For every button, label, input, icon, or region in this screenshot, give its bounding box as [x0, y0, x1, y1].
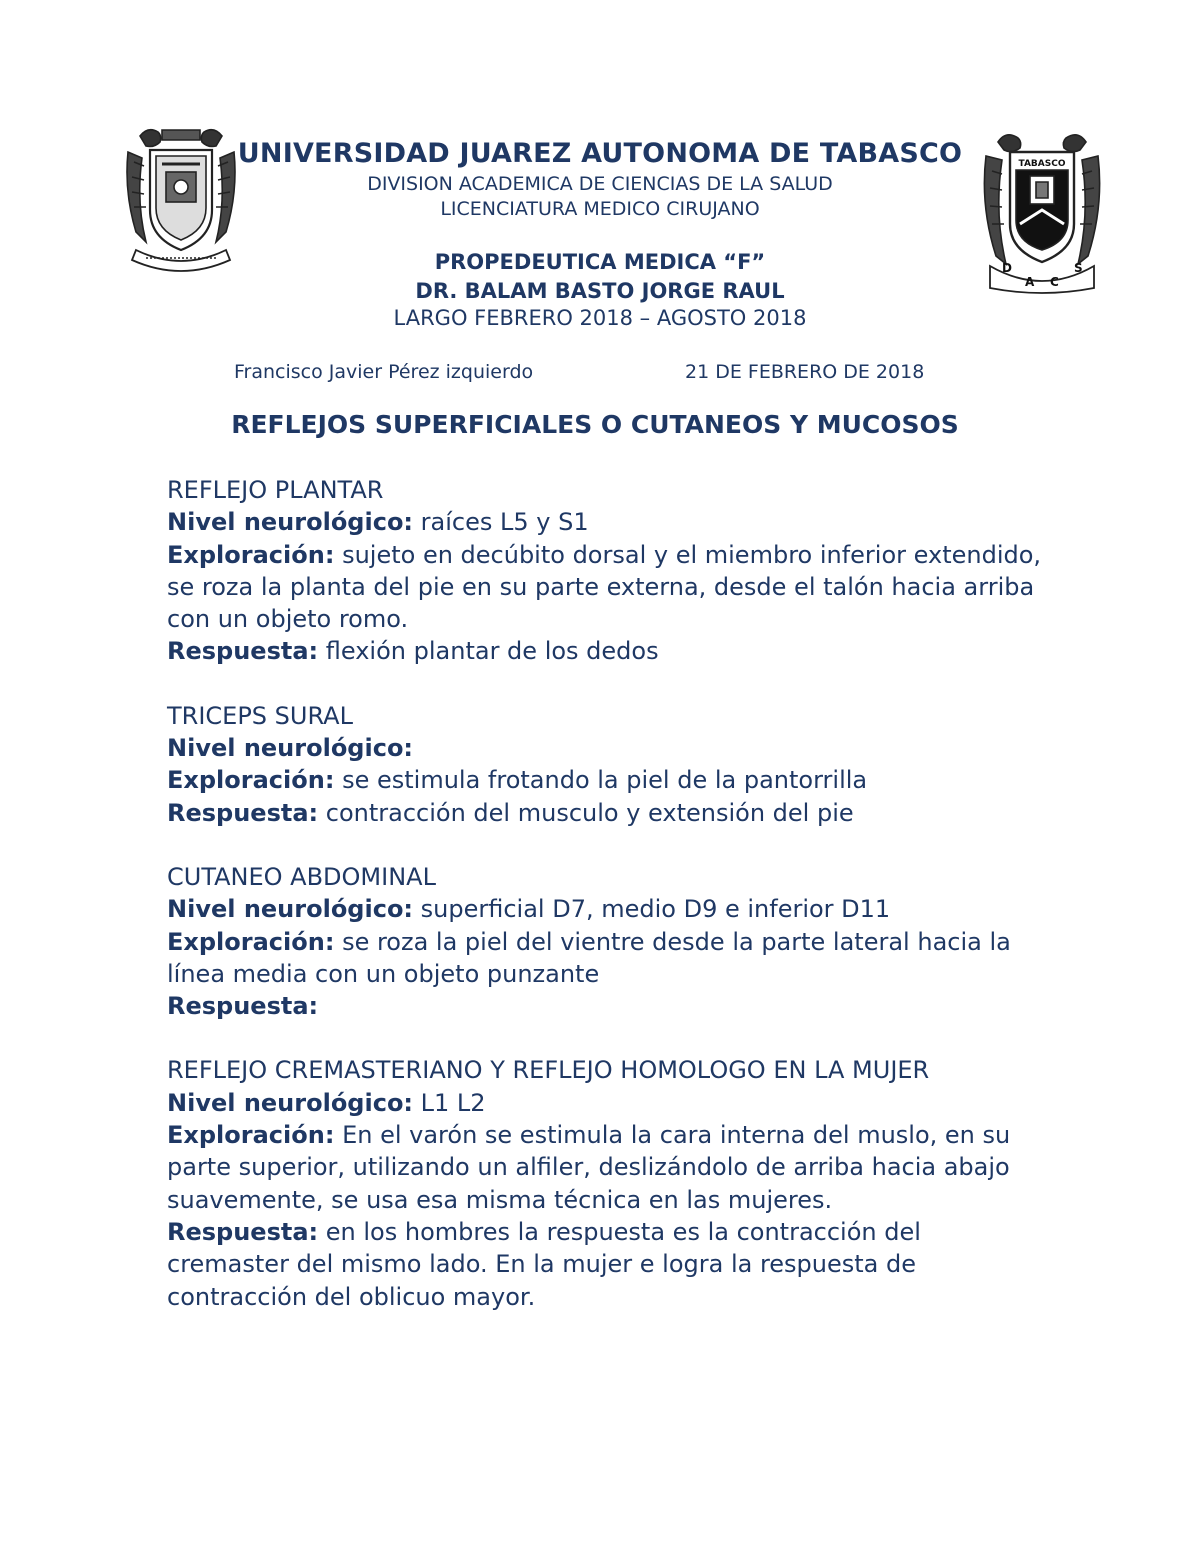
section-reflejo-cremasteriano: [167, 1054, 1047, 1312]
dacs-letter-a: A: [1025, 275, 1035, 289]
field-exploracion: [167, 764, 1047, 796]
field-label: Exploración:: [167, 1121, 335, 1150]
professor-name: DR. BALAM BASTO JORGE RAUL: [415, 279, 785, 303]
field-label: Respuesta:: [167, 992, 319, 1021]
field-nivel: [167, 732, 1047, 764]
section-heading: REFLEJO PLANTAR: [167, 476, 384, 504]
field-value: raíces L5 y S1: [413, 508, 589, 537]
field-label: Respuesta:: [167, 798, 319, 827]
document-body: [167, 474, 1047, 1345]
dacs-letter-d: D: [1002, 261, 1012, 275]
tabasco-label: TABASCO: [1018, 159, 1066, 169]
field-value: sujeto en decúbito dorsal y el miembro inferior extendido, se roza la planta del pie en su parte externa, desde el talón hacia arriba con un objeto romo.: [167, 540, 1042, 634]
field-respuesta: [167, 635, 1047, 667]
field-label: Exploración:: [167, 540, 335, 569]
field-respuesta: [167, 797, 1047, 829]
section-cutaneo-abdominal: [167, 861, 1047, 1022]
section-heading: TRICEPS SURAL: [167, 701, 353, 730]
field-respuesta: [167, 1216, 1047, 1313]
field-exploracion: [167, 1119, 1047, 1216]
field-exploracion: [167, 926, 1047, 991]
field-label: Exploración:: [167, 766, 335, 795]
field-value: En el varón se estimula la cara interna del muslo, en su parte superior, utilizando un alfiler, deslizándolo de arriba hacia abajo suavemente, se usa esa misma técnica en las mujeres.: [167, 1121, 1011, 1214]
division-name: DIVISION ACADEMICA DE CIENCIAS DE LA SALUD: [367, 173, 833, 195]
document-title: REFLEJOS SUPERFICIALES O CUTANEOS Y MUCOSOS: [231, 410, 959, 439]
field-value: L1 L2: [413, 1088, 486, 1117]
field-label: Exploración:: [167, 927, 335, 956]
course-name: PROPEDEUTICA MEDICA “F”: [434, 250, 766, 274]
field-value: contracción del musculo y extensión del pie: [318, 798, 854, 827]
field-exploracion: [167, 539, 1047, 636]
field-label: Nivel neurológico:: [167, 508, 414, 537]
field-value: flexión plantar de los dedos: [318, 637, 659, 666]
field-respuesta: [167, 990, 1047, 1022]
university-name: UNIVERSIDAD JUAREZ AUTONOMA DE TABASCO: [237, 138, 963, 169]
academic-period: LARGO FEBRERO 2018 – AGOSTO 2018: [393, 306, 807, 330]
document-date: 21 DE FEBRERO DE 2018: [685, 361, 925, 383]
field-label: Nivel neurológico:: [167, 895, 414, 924]
field-value: superficial D7, medio D9 e inferior D11: [413, 895, 891, 924]
field-value: en los hombres la respuesta es la contracción del cremaster del mismo lado. En la mujer e logra la respuesta de contracción del oblicuo mayor.: [167, 1217, 921, 1311]
section-triceps-sural: [167, 700, 1047, 829]
field-label: Nivel neurológico:: [167, 1088, 414, 1117]
field-label: Respuesta:: [167, 1217, 319, 1246]
program-name: LICENCIATURA MEDICO CIRUJANO: [440, 198, 760, 220]
field-label: Respuesta:: [167, 637, 319, 666]
dacs-letter-s: S: [1074, 261, 1083, 275]
field-nivel: [167, 1087, 1047, 1119]
field-value: se estimula frotando la piel de la pantorrilla: [334, 766, 868, 795]
student-name: Francisco Javier Pérez izquierdo: [234, 361, 534, 383]
section-heading: REFLEJO CREMASTERIANO Y REFLEJO HOMOLOGO EN LA MUJER: [167, 1056, 930, 1085]
section-heading: CUTANEO ABDOMINAL: [167, 862, 436, 891]
dacs-letter-c: C: [1050, 275, 1059, 289]
field-nivel: [167, 893, 1047, 925]
field-nivel: [167, 506, 1047, 538]
section-reflejo-plantar: [167, 474, 1047, 668]
field-value: se roza la piel del vientre desde la parte lateral hacia la línea media con un objeto punzante: [167, 927, 1011, 988]
field-label: Nivel neurológico:: [167, 734, 414, 763]
